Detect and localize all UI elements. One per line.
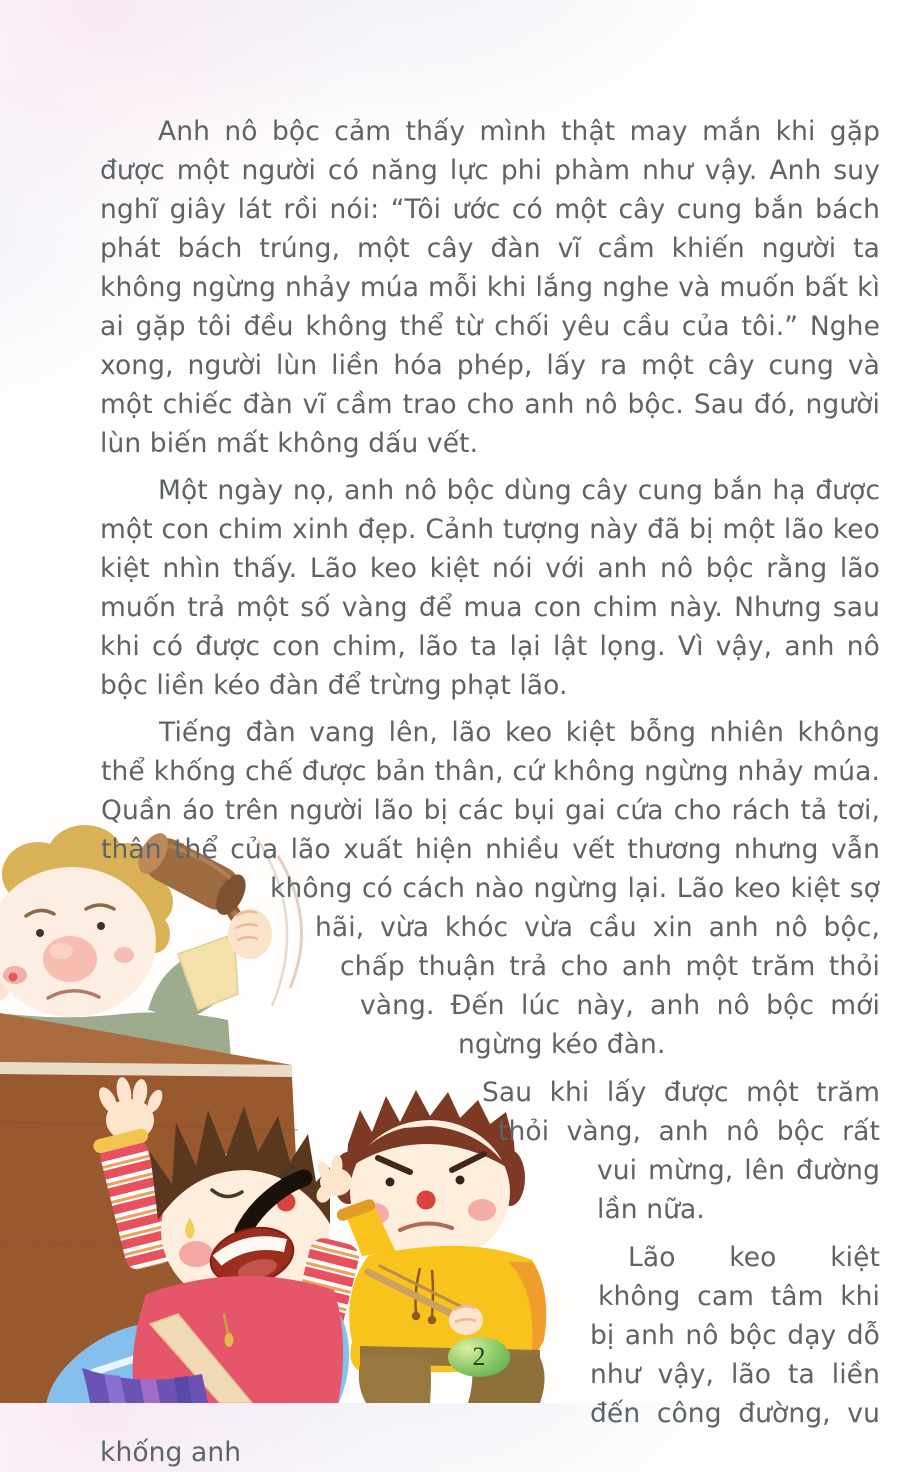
story-paragraph-1: Anh nô bộc cảm thấy mình thật may mắn khi gặp được một người có năng lực phi phàm như vậy. Anh suy nghĩ giây lát rồi nói: “Tôi ước có một cây cung bắn bách phát bách trúng, một cây đàn vĩ cầm khiến người ta không ngừng nhảy múa mỗi khi lắng nghe và muốn bất kì ai gặp tôi đều không thể từ chối yêu cầu của tôi.” Nghe xong, người lùn liền hóa phép, lấy ra một cây cung và một chiếc đàn vĩ cầm trao cho anh nô bộc. Sau đó, người lùn biến mất không dấu vết. (100, 116, 880, 459)
story-paragraph-5: Lão keo kiệt không cam tâm khi bị anh nô bộc dạy dỗ như vậy, lão ta liền đến công đường, vu khống anh (100, 1242, 880, 1468)
text-wrap-spacer (100, 1316, 590, 1406)
text-wrap-spacer (100, 986, 360, 1034)
judge-cheek-dot (9, 973, 18, 982)
story-paragraph-2: Một ngày nọ, anh nô bộc dùng cây cung bắn hạ được một con chim xinh đẹp. Cảnh tượng này đã bị một lão keo kiệt nhìn thấy. Lão keo kiệt nói với anh nô bộc rằng lão muốn trả một số vàng để mua con chim này. Nhưng sau khi có được con chim, lão ta lại lật lọng. Vì vậy, anh nô bộc liền kéo đàn để trừng phạt lão. (100, 475, 880, 701)
text-wrap-spacer (100, 1277, 598, 1316)
page-number: 2 (472, 1342, 486, 1371)
judge-nose-highlight (49, 943, 73, 959)
text-wrap-spacer (100, 1160, 597, 1199)
story-paragraph-4: Sau khi lấy được một trăm thỏi vàng, anh nô bộc rất vui mừng, lên đường lần nữa. (482, 1077, 880, 1225)
judge-eye-left (36, 929, 44, 937)
story-paragraph-3 (100, 713, 880, 1064)
text-wrap-spacer (100, 1238, 598, 1277)
page-number-badge (448, 1337, 510, 1377)
text-wrap-spacer (100, 947, 340, 986)
text-wrap-spacer (100, 1199, 588, 1238)
text-wrap-spacer (100, 1073, 462, 1112)
story-text-column (100, 112, 880, 1472)
text-wrap-spacer (100, 869, 270, 908)
judge-nose (43, 936, 97, 982)
text-wrap-spacer (100, 1112, 498, 1160)
story-paragraph-3-text: Tiếng đàn vang lên, lão keo kiệt bỗng nhiên không thể khống chế được bản thân, cứ không ngừng nhảy múa. Quần áo trên người lão bị các bụi gai cứa cho rách tả tơi, thân thể của lão xuất hiện nhiều vết thương nhưng vẫn không có cách nào ngừng lại. Lão keo kiệt sợ hãi, vừa khóc vừa cầu xin anh nô bộc, chấp thuận trả cho anh một trăm thỏi vàng. Đến lúc này, anh nô bộc mới ngừng kéo đàn. (101, 717, 880, 1060)
text-wrap-spacer (100, 908, 315, 947)
text-wrap-spacer (100, 1034, 458, 1073)
